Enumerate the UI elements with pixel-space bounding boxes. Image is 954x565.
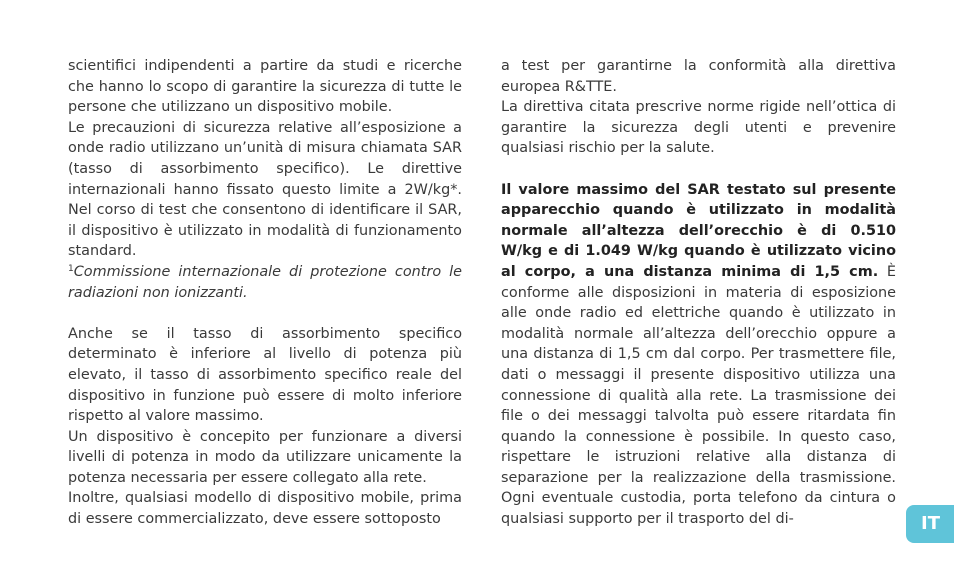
paragraph-gap [501, 159, 896, 180]
left-column [68, 56, 462, 530]
paragraph-sar-max-value [501, 180, 896, 530]
paragraph-rtte-conformity: a test per garantirne la conformità alla direttiva europea R&TTE. [501, 58, 896, 95]
footnote [68, 262, 462, 303]
sar-max-value-highlight: Il valore massimo del SAR testato sul presente apparecchio quando è utilizzato in modalità normale all’altezza dell’orecchio è di 0.510 W/kg e di 1.049 W/kg quando è utilizzato vicino al corpo, a una distanza minima di 1,5 cm. [501, 181, 896, 280]
language-tab-label: IT [921, 513, 940, 534]
sar-compliance-text: È conforme alle disposizioni in materia di esposizione alle onde radio ed elettriche quando è utilizzato in modalità normale all’altezza dell’orecchio oppure a una distanza di 1,5 cm dal corpo. Per trasmettere file, dati o messaggi il presente dispositivo utilizza una connessione di qualità alla rete. La trasmissione dei file o dei messaggi talvolta può essere ritardata fin quando la connessione è possibile. In questo caso, rispettare le istruzioni relative alla distanza di separazione per la realizzazione della trasmissione. Ogni eventuale custodia, porta telefono da cintura o qualsiasi supporto per il trasporto del di- [501, 263, 896, 528]
paragraph-intro-continuation: scientifici indipendenti a partire da studi e ricerche che hanno lo scopo di garantire la sicurezza di tutte le persone che utilizzano un dispositivo mobile. [68, 58, 462, 116]
paragraph-gap [68, 303, 462, 324]
right-column [501, 56, 896, 530]
paragraph-power-levels: Un dispositivo è concepito per funzionare a diversi livelli di potenza in modo da utilizzare unicamente la potenza necessaria per essere collegato alla rete. [68, 428, 462, 486]
paragraph-testing: Inoltre, qualsiasi modello di dispositivo mobile, prima di essere commercializzato, deve essere sottoposto [68, 490, 462, 528]
paragraph-sar-precautions: Le precauzioni di sicurezza relative all’esposizione a onde radio utilizzano un’unità di misura chiamata SAR (tasso di assorbimento specifico). Le direttive internazionali hanno fissato questo limite a 2W/kg*. Nel corso di test che consentono di identificare il SAR, il dispositivo è utilizzato in modalità di funzionamento standard. [68, 119, 462, 260]
paragraph-sar-real-value: Anche se il tasso di assorbimento specifico determinato è inferiore al livello di potenza più elevato, il tasso di assorbimento specifico reale del dispositivo in funzione può essere di molto inferiore rispetto al valore massimo. [68, 325, 462, 425]
footnote-text: Commissione internazionale di protezione contro le radiazioni non ionizzanti. [68, 263, 462, 301]
paragraph-directive: La direttiva citata prescrive norme rigide nell’ottica di garantire la sicurezza degli utenti e prevenire qualsiasi rischio per la salute. [501, 99, 896, 157]
footnote-mark: 1 [68, 263, 74, 274]
language-tab [906, 505, 954, 543]
